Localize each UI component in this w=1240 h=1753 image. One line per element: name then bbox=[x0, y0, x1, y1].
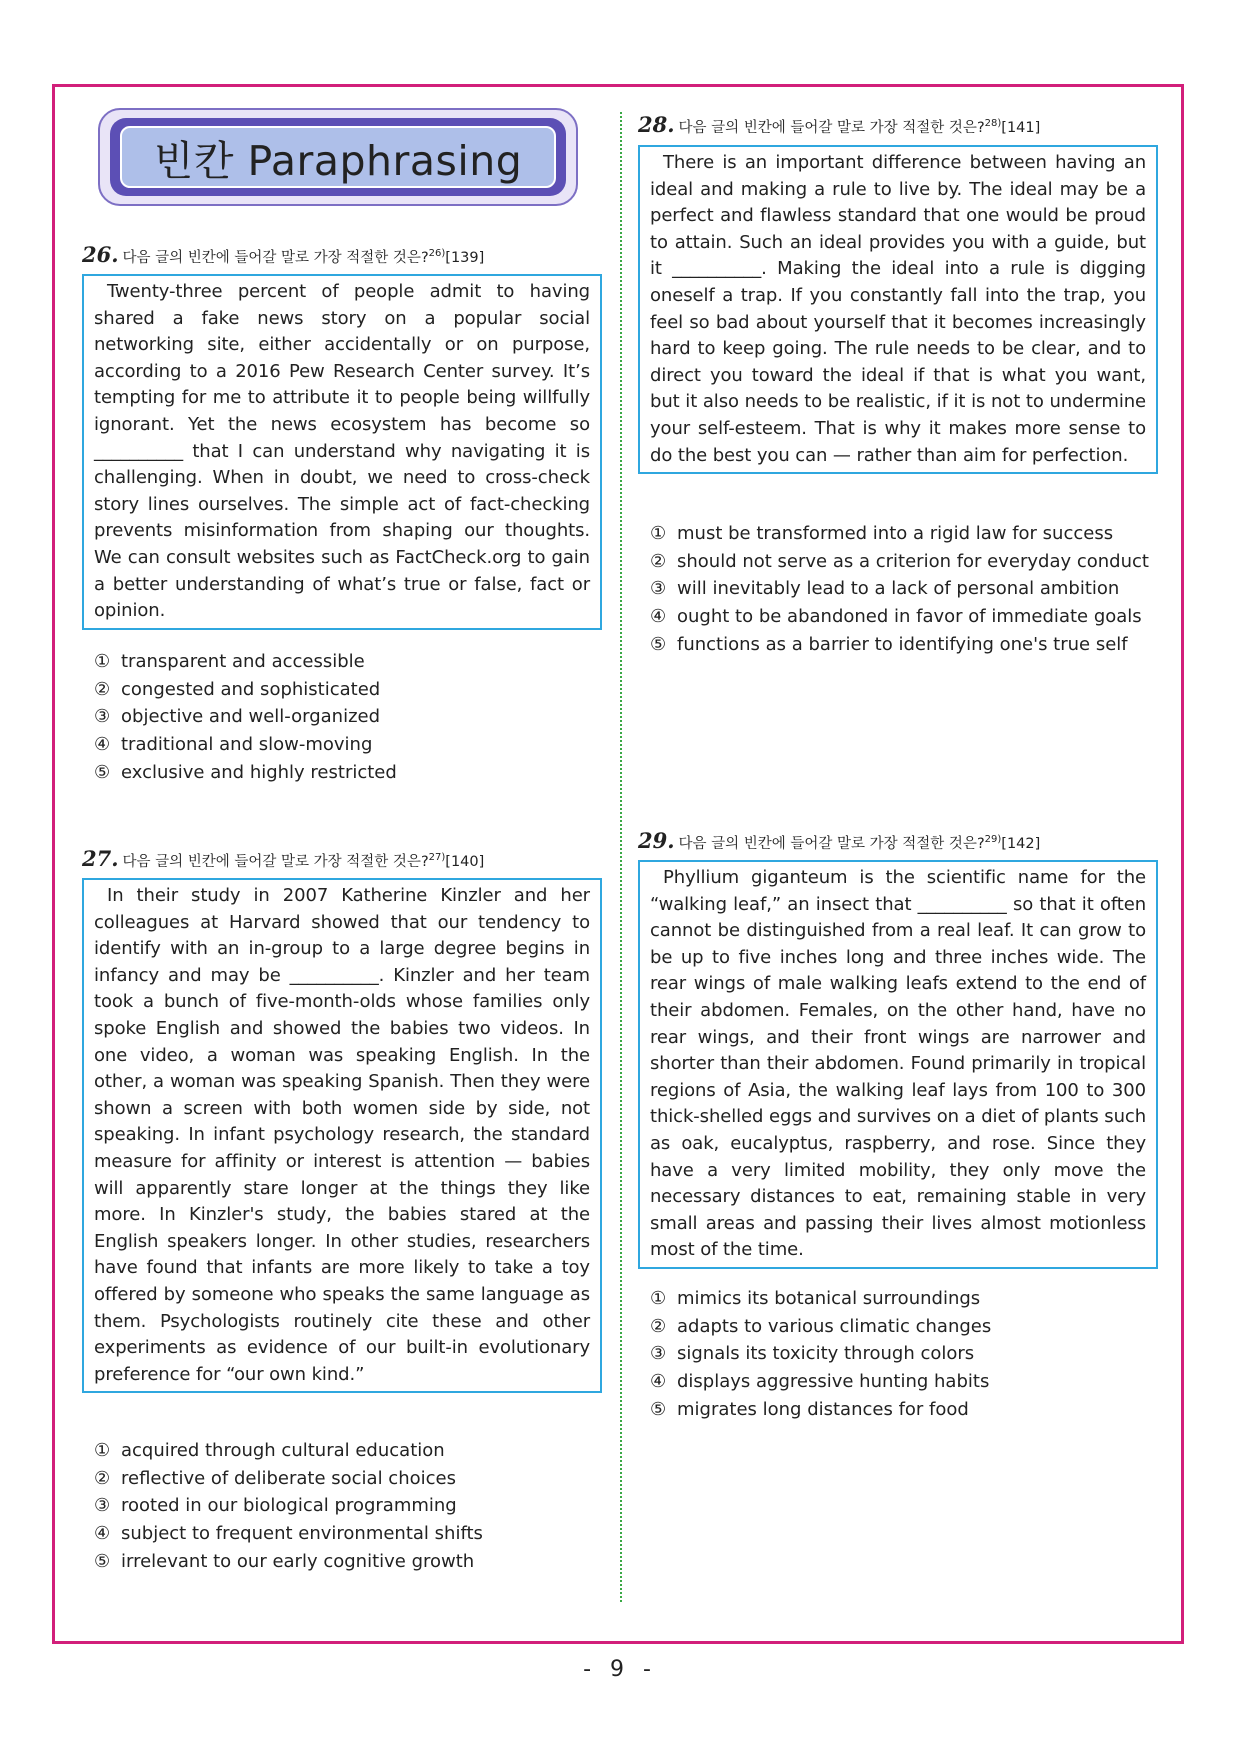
question-code: [139] bbox=[445, 249, 485, 266]
option[interactable] bbox=[94, 1465, 594, 1493]
question-prompt: 다음 글의 빈칸에 들어갈 말로 가장 적절한 것은? bbox=[678, 835, 985, 852]
section-title-plate bbox=[120, 126, 556, 188]
option[interactable] bbox=[650, 548, 1160, 576]
option[interactable] bbox=[650, 631, 1160, 659]
option-text: rooted in our biological programming bbox=[121, 1495, 457, 1517]
option-text: reflective of deliberate social choices bbox=[121, 1467, 456, 1489]
option-text: displays aggressive hunting habits bbox=[677, 1371, 990, 1393]
option-marker: ④ bbox=[94, 734, 111, 756]
option-marker: ② bbox=[650, 550, 667, 572]
page-number: - 9 - bbox=[583, 1657, 657, 1682]
option-marker: ④ bbox=[94, 1523, 111, 1545]
option-text: transparent and accessible bbox=[121, 651, 365, 672]
option-text: ought to be abandoned in favor of immediate goals bbox=[677, 606, 1142, 628]
option[interactable] bbox=[650, 1285, 1160, 1313]
option[interactable] bbox=[94, 1437, 594, 1465]
option[interactable] bbox=[94, 648, 594, 676]
option-marker: ⑤ bbox=[94, 1550, 111, 1572]
option-marker: ③ bbox=[650, 578, 667, 600]
option-marker: ② bbox=[94, 1467, 111, 1489]
option-marker: ② bbox=[94, 678, 111, 700]
option-marker: ① bbox=[650, 1288, 667, 1309]
footnote-ref: 27) bbox=[428, 852, 446, 863]
question-27-header bbox=[82, 845, 485, 872]
section-title-banner bbox=[98, 108, 578, 206]
option[interactable] bbox=[650, 603, 1160, 631]
footnote-ref: 26) bbox=[428, 248, 446, 259]
option-text: adapts to various climatic changes bbox=[677, 1315, 992, 1337]
question-number: 29. bbox=[638, 827, 675, 853]
option-text: migrates long distances for food bbox=[677, 1398, 969, 1420]
option-marker: ③ bbox=[650, 1343, 667, 1365]
option[interactable] bbox=[650, 1368, 1160, 1396]
question-prompt: 다음 글의 빈칸에 들어갈 말로 가장 적절한 것은? bbox=[122, 853, 429, 870]
question-29-header bbox=[638, 827, 1041, 854]
question-28-options bbox=[650, 520, 1160, 659]
section-title: 빈칸 Paraphrasing bbox=[153, 136, 523, 185]
option[interactable] bbox=[650, 1340, 1160, 1368]
option[interactable] bbox=[650, 1313, 1160, 1341]
option-marker: ⑤ bbox=[94, 761, 111, 783]
option-marker: ⑤ bbox=[650, 1398, 667, 1420]
option-text: signals its toxicity through colors bbox=[677, 1343, 975, 1365]
footnote-ref: 28) bbox=[984, 118, 1002, 129]
question-number: 26. bbox=[82, 241, 119, 267]
question-26-options bbox=[94, 648, 594, 787]
section-title-ring bbox=[110, 118, 566, 196]
question-code: [141] bbox=[1001, 119, 1041, 136]
question-number: 28. bbox=[638, 111, 675, 137]
option-text: exclusive and highly restricted bbox=[121, 761, 397, 783]
option[interactable] bbox=[650, 575, 1160, 603]
option[interactable] bbox=[94, 731, 594, 759]
option-text: functions as a barrier to identifying one's true self bbox=[677, 633, 1128, 655]
question-code: [142] bbox=[1001, 835, 1041, 852]
question-27-options bbox=[94, 1437, 594, 1576]
question-28-header bbox=[638, 111, 1041, 138]
question-26-header bbox=[82, 241, 485, 268]
option[interactable] bbox=[94, 676, 594, 704]
option-text: mimics its botanical surroundings bbox=[677, 1288, 981, 1309]
option-marker: ⑤ bbox=[650, 633, 667, 655]
option-marker: ① bbox=[94, 1440, 111, 1461]
option[interactable] bbox=[94, 759, 594, 787]
column-divider bbox=[620, 112, 622, 1602]
option[interactable] bbox=[650, 1396, 1160, 1424]
question-28-passage: There is an important difference between having an ideal and making a rule to live by. The ideal may be a perfect and flawless standard that one would be proud to attain. Such an ideal provides you with a guide, but it __________. Making the ideal into a rule is digging oneself a trap. If you constantly fall into the trap, you feel so bad about yourself that it becomes increasingly hard to keep going. The rule needs to be clear, and to direct you toward the ideal if that is what you want, but it also needs to be realistic, if it is not to undermine your self-esteem. That is why it makes more sense to do the best you can — rather than aim for perfection. bbox=[638, 145, 1158, 474]
option[interactable] bbox=[94, 1492, 594, 1520]
question-29-passage: Phyllium giganteum is the scientific name for the “walking leaf,” an insect that __________ so that it often cannot be distinguished from a real leaf. It can grow to be up to five inches long and three inches wide. The rear wings of male walking leafs extend to the end of their abdomen. Females, on the other hand, have no rear wings, and their front wings are narrower and shorter than their abdomen. Found primarily in tropical regions of Asia, the walking leaf lays from 100 to 300 thick-shelled eggs and survives on a diet of plants such as oak, eucalyptus, raspberry, and rose. Since they have a very limited mobility, they only move the necessary distances to eat, remaining stable in very small areas and passing their lives almost motionless most of the time. bbox=[638, 860, 1158, 1269]
question-29-options bbox=[650, 1285, 1160, 1424]
option[interactable] bbox=[94, 703, 594, 731]
option-marker: ③ bbox=[94, 1495, 111, 1517]
question-26-passage: Twenty-three percent of people admit to having shared a fake news story on a popular social networking site, either accidentally or on purpose, according to a 2016 Pew Research Center survey. It’s tempting for me to attribute it to people being willfully ignorant. Yet the news ecosystem has become so __________ that I can understand why navigating it is challenging. When in doubt, we need to cross-check story lines ourselves. The simple act of fact-checking prevents misinformation from shaping our thoughts. We can consult websites such as FactCheck.org to gain a better understanding of what’s true or false, fact or opinion. bbox=[82, 274, 602, 630]
question-27-passage: In their study in 2007 Katherine Kinzler and her colleagues at Harvard showed that our tendency to identify with an in-group to a large degree begins in infancy and may be __________. Kinzler and her team took a bunch of five-month-olds whose families only spoke English and showed the babies two videos. In one video, a woman was speaking English. In the other, a woman was speaking Spanish. Then they were shown a screen with both women side by side, not speaking. In infant psychology research, the standard measure for affinity or interest is attention — babies will apparently stare longer at the things they like more. In Kinzler's study, the babies stared at the English speakers longer. In other studies, researchers have found that infants are more likely to take a toy offered by someone who speaks the same language as them. Psychologists routinely cite these and other experiments as evidence of our built-in evolutionary preference for “our own kind.” bbox=[82, 878, 602, 1393]
question-prompt: 다음 글의 빈칸에 들어갈 말로 가장 적절한 것은? bbox=[122, 249, 429, 266]
option-marker: ② bbox=[650, 1315, 667, 1337]
option-text: should not serve as a criterion for everyday conduct bbox=[677, 550, 1149, 572]
option-marker: ③ bbox=[94, 706, 111, 728]
option-marker: ④ bbox=[650, 1371, 667, 1393]
option-text: subject to frequent environmental shifts bbox=[121, 1523, 483, 1545]
option[interactable] bbox=[650, 520, 1160, 548]
option[interactable] bbox=[94, 1520, 594, 1548]
option[interactable] bbox=[94, 1548, 594, 1576]
option-marker: ① bbox=[94, 651, 111, 672]
option-text: objective and well-organized bbox=[121, 706, 381, 728]
question-number: 27. bbox=[82, 845, 119, 871]
option-text: traditional and slow-moving bbox=[121, 734, 373, 756]
option-marker: ④ bbox=[650, 606, 667, 628]
question-code: [140] bbox=[445, 853, 485, 870]
option-text: congested and sophisticated bbox=[121, 678, 381, 700]
option-text: must be transformed into a rigid law for success bbox=[677, 523, 1114, 544]
footnote-ref: 29) bbox=[984, 834, 1002, 845]
option-text: will inevitably lead to a lack of personal ambition bbox=[677, 578, 1120, 600]
option-text: irrelevant to our early cognitive growth bbox=[121, 1550, 475, 1572]
question-prompt: 다음 글의 빈칸에 들어갈 말로 가장 적절한 것은? bbox=[678, 119, 985, 136]
option-marker: ① bbox=[650, 523, 667, 544]
option-text: acquired through cultural education bbox=[121, 1440, 445, 1461]
